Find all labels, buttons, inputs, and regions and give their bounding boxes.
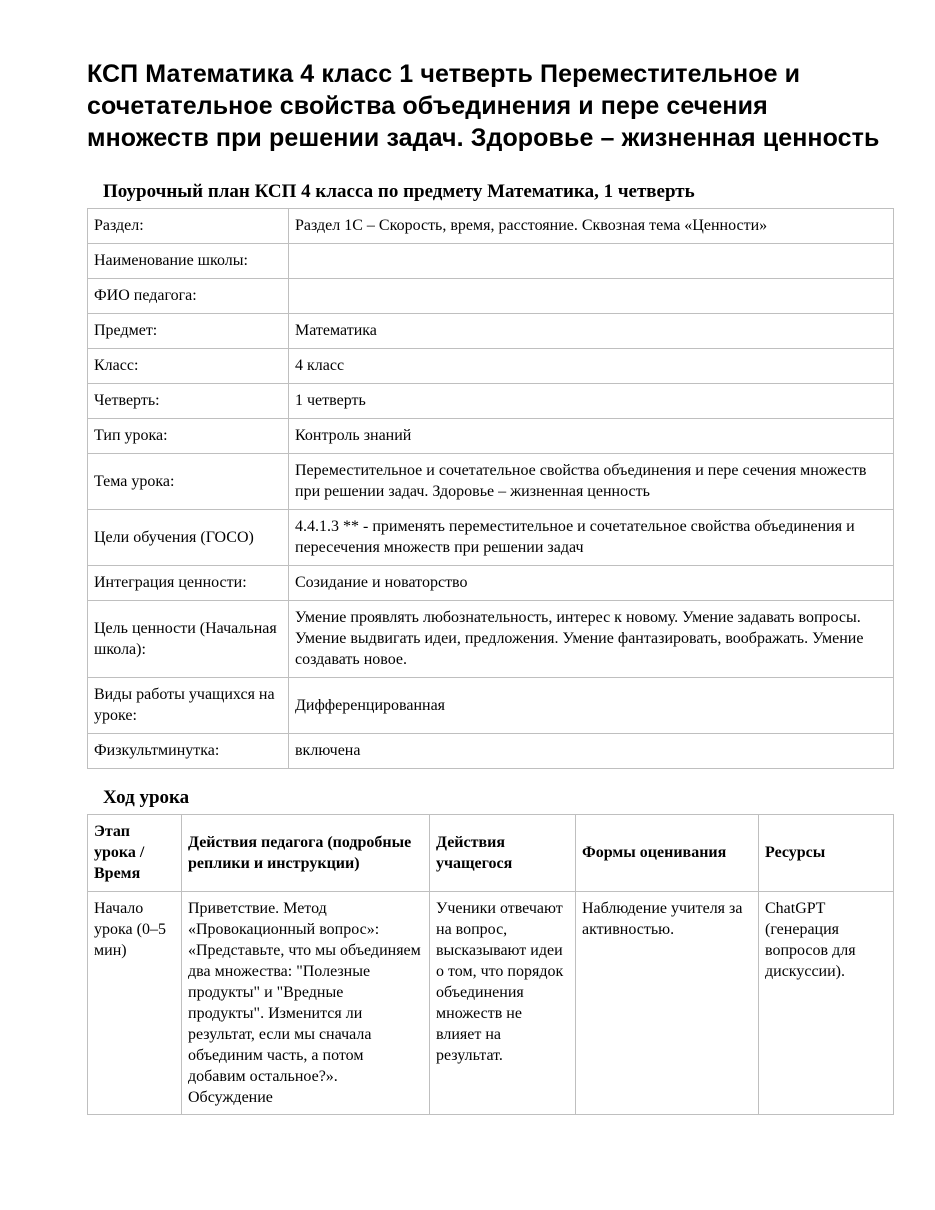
- plan-row-teacher: [88, 279, 894, 314]
- plan-row-lesson-type: [88, 419, 894, 454]
- plan-value: 4.4.1.3 ** - применять переместительное и сочетательное свойства объединения и пересечения множеств при решении задач: [289, 510, 894, 566]
- column-header-stage: Этап урока / Время: [88, 815, 182, 892]
- lesson-heading: Ход урока: [103, 787, 190, 808]
- plan-value: Умение проявлять любознательность, интерес к новому. Умение задавать вопросы. Умение выдвигать идеи, предложения. Умение фантазировать, воображать. Умение создавать новое.: [289, 601, 894, 678]
- lesson-student-cell: Ученики отвечают на вопрос, высказывают идеи о том, что порядок объединения множеств не влияет на результат.: [430, 892, 576, 1115]
- plan-label: Виды работы учащихся на уроке:: [88, 678, 289, 734]
- plan-row-objectives: [88, 510, 894, 566]
- plan-table: [87, 208, 894, 769]
- lesson-teacher-cell: Приветствие. Метод «Провокационный вопрос»: «Представьте, что мы объединяем два множества: "Полезные продукты" и "Вредные продукты". Изменится ли результат, если мы сначала объединим часть, а потом добавим остальное?». Обсуждение: [182, 892, 430, 1115]
- column-header-student-actions: Действия учащегося: [430, 815, 576, 892]
- lesson-table-header: [88, 815, 894, 892]
- plan-label: Цель ценности (Начальная школа):: [88, 601, 289, 678]
- lesson-assessment-cell: Наблюдение учителя за активностью.: [576, 892, 759, 1115]
- plan-label: Тип урока:: [88, 419, 289, 454]
- plan-label: Наименование школы:: [88, 244, 289, 279]
- plan-label: Предмет:: [88, 314, 289, 349]
- plan-row-topic: [88, 454, 894, 510]
- plan-value: [289, 279, 894, 314]
- plan-row-section: [88, 209, 894, 244]
- plan-row-value-goal: [88, 601, 894, 678]
- plan-value: 4 класс: [289, 349, 894, 384]
- plan-row-exercise-break: [88, 734, 894, 769]
- plan-table-body: [88, 209, 894, 769]
- plan-value: Переместительное и сочетательное свойства объединения и пере сечения множеств при решении задач. Здоровье – жизненная ценность: [289, 454, 894, 510]
- plan-label: Тема урока:: [88, 454, 289, 510]
- plan-row-grade: [88, 349, 894, 384]
- plan-value: Созидание и новаторство: [289, 566, 894, 601]
- plan-heading: Поурочный план КСП 4 класса по предмету Математика, 1 четверть: [103, 181, 695, 202]
- document-page: [87, 58, 893, 1115]
- lesson-row: [88, 892, 894, 1115]
- lesson-table: [87, 814, 894, 1115]
- plan-label: Цели обучения (ГОСО): [88, 510, 289, 566]
- document-title: КСП Математика 4 класс 1 четверть Переместительное и сочетательное свойства объединения и пере сечения множеств при решении задач. Здоровье – жизненная ценность: [87, 60, 880, 152]
- plan-value: [289, 244, 894, 279]
- plan-row-work-types: [88, 678, 894, 734]
- plan-row-subject: [88, 314, 894, 349]
- plan-row-quarter: [88, 384, 894, 419]
- lesson-header-row: [88, 815, 894, 892]
- plan-value: включена: [289, 734, 894, 769]
- column-header-resources: Ресурсы: [759, 815, 894, 892]
- plan-label: ФИО педагога:: [88, 279, 289, 314]
- plan-label: Раздел:: [88, 209, 289, 244]
- plan-value: Дифференцированная: [289, 678, 894, 734]
- plan-label: Класс:: [88, 349, 289, 384]
- lesson-stage-cell: Начало урока (0–5 мин): [88, 892, 182, 1115]
- plan-label: Интеграция ценности:: [88, 566, 289, 601]
- plan-row-school: [88, 244, 894, 279]
- plan-label: Четверть:: [88, 384, 289, 419]
- plan-row-value-integration: [88, 566, 894, 601]
- plan-value: Контроль знаний: [289, 419, 894, 454]
- plan-label: Физкультминутка:: [88, 734, 289, 769]
- plan-value: Математика: [289, 314, 894, 349]
- plan-value: Раздел 1С – Скорость, время, расстояние. Сквозная тема «Ценности»: [289, 209, 894, 244]
- lesson-resources-cell: ChatGPT (генерация вопросов для дискуссии).: [759, 892, 894, 1115]
- column-header-assessment: Формы оценивания: [576, 815, 759, 892]
- column-header-teacher-actions: Действия педагога (подробные реплики и инструкции): [182, 815, 430, 892]
- lesson-table-body: [88, 892, 894, 1115]
- plan-value: 1 четверть: [289, 384, 894, 419]
